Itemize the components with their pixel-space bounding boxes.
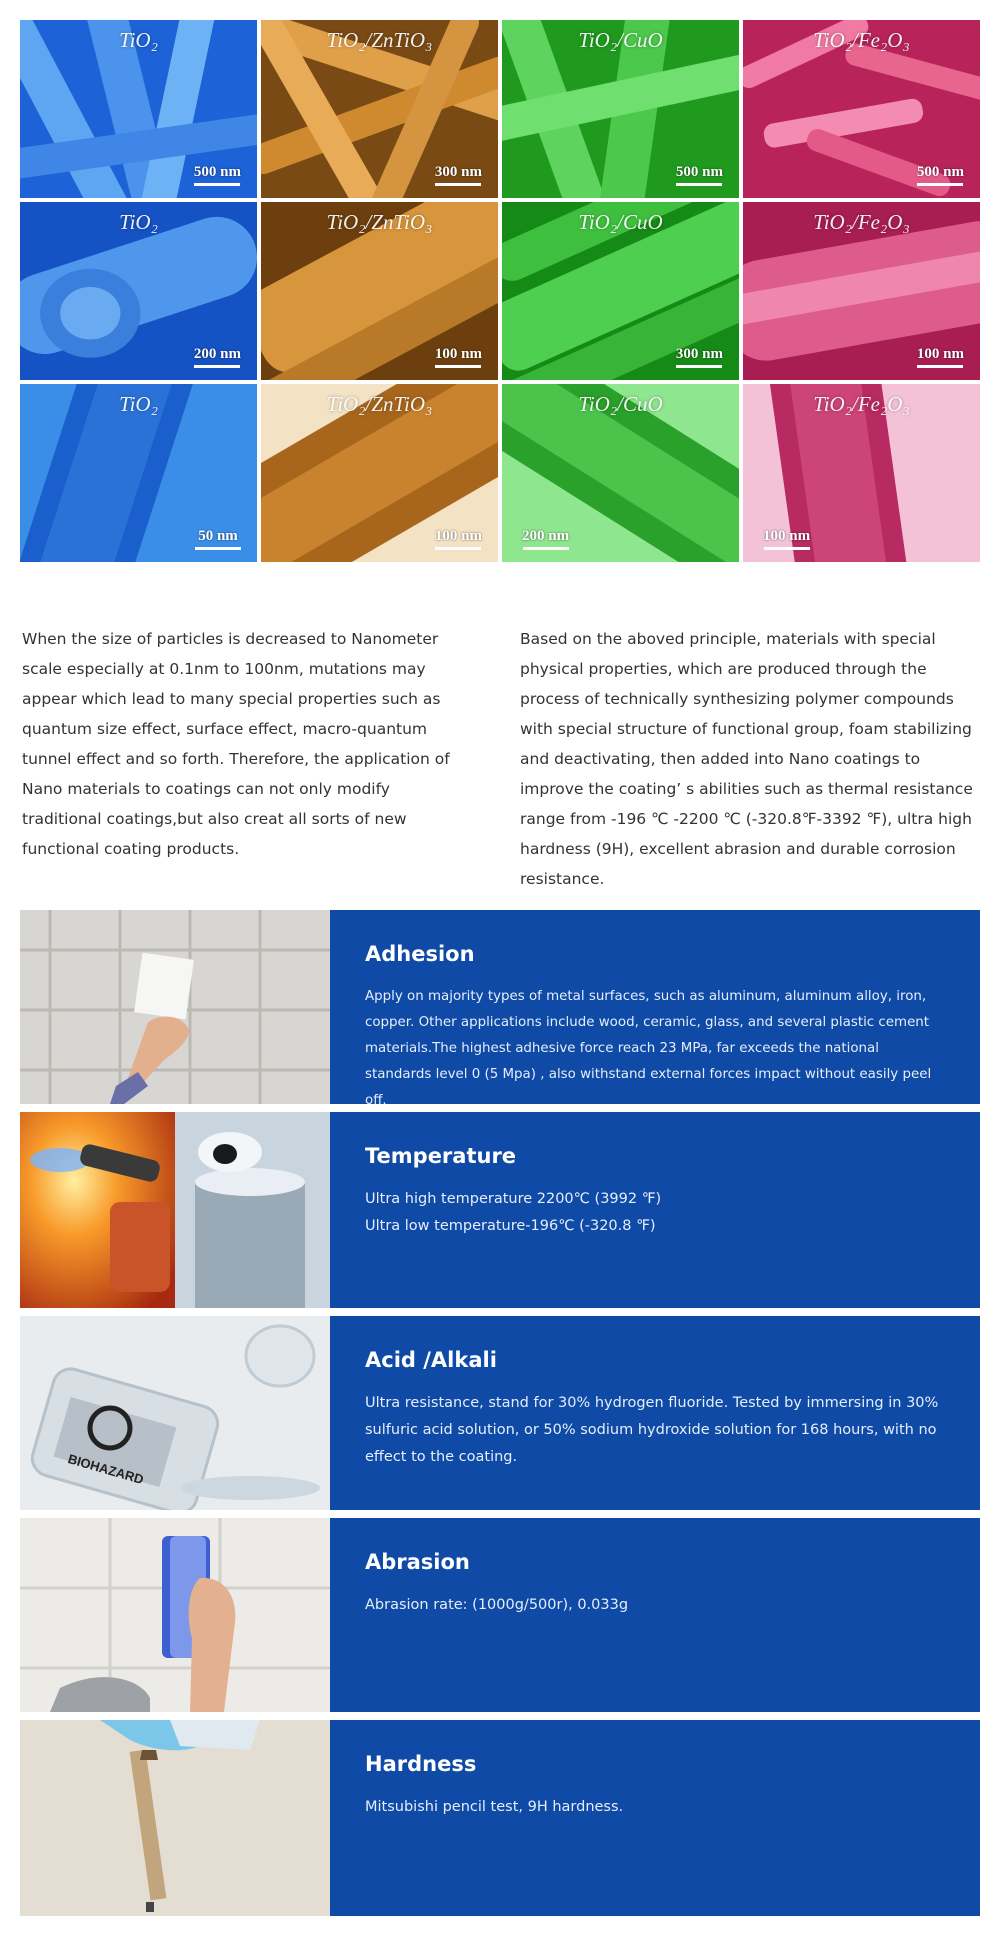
scale-bar: 100 nm	[917, 346, 964, 368]
micrograph-tio2-fe-row3	[743, 384, 980, 562]
scale-bar: 300 nm	[676, 346, 723, 368]
intro-text	[22, 624, 982, 894]
micrograph-tio2-cuo-row2	[502, 202, 739, 380]
micrograph-tio2-row3	[20, 384, 257, 562]
scale-bar: 100 nm	[435, 346, 482, 368]
micrograph-label: TiO₂	[119, 210, 158, 234]
scale-bar: 500 nm	[676, 164, 723, 186]
scale-bar: 500 nm	[194, 164, 241, 186]
scale-bar: 300 nm	[435, 164, 482, 186]
feature-hardness	[20, 1720, 980, 1916]
scale-bar: 200 nm	[522, 528, 569, 550]
feature-description: Mitsubishi pencil test, 9H hardness.	[365, 1799, 624, 1815]
abrasion-panel	[330, 1518, 980, 1712]
feature-title: Hardness	[365, 1752, 477, 1776]
micrograph-label: TiO₂/CuO	[578, 28, 663, 52]
feature-title: Temperature	[365, 1144, 517, 1168]
biohazard-text: BIOHAZARD	[66, 1451, 146, 1488]
acid-photo	[20, 1316, 330, 1510]
micrograph-tio2-fe-row2	[743, 202, 980, 380]
temperature-panel	[330, 1112, 980, 1308]
micrograph-grid	[20, 20, 980, 562]
micrograph-tio2-row1	[20, 20, 257, 198]
micrograph-label: TiO₂/Fe₂O₃	[813, 392, 910, 416]
micrograph-label: TiO₂	[119, 392, 158, 416]
acid-panel	[330, 1316, 980, 1510]
micrograph-label: TiO₂/Fe₂O₃	[813, 210, 910, 234]
micrograph-tio2-znti-row3	[261, 384, 498, 562]
micrograph-tio2-znti-row2	[261, 202, 498, 380]
feature-abrasion	[20, 1518, 980, 1712]
feature-temperature	[20, 1112, 980, 1308]
hardness-photo	[20, 1720, 330, 1916]
micrograph-label: TiO₂/ZnTiO₃	[326, 392, 433, 416]
scale-bar: 100 nm	[763, 528, 810, 550]
micrograph-label: TiO₂/ZnTiO₃	[326, 28, 433, 52]
feature-adhesion	[20, 910, 980, 1108]
feature-description: Abrasion rate: (1000g/500r), 0.033g	[365, 1597, 629, 1613]
feature-acid-alkali	[20, 1316, 980, 1510]
adhesion-panel	[330, 910, 980, 1108]
feature-title: Adhesion	[365, 942, 475, 966]
adhesion-photo	[20, 910, 330, 1104]
micrograph-label: TiO₂	[119, 28, 158, 52]
micrograph-label: TiO₂/CuO	[578, 392, 663, 416]
feature-title: Acid /Alkali	[365, 1348, 497, 1372]
scale-bar: 50 nm	[195, 528, 241, 550]
hardness-panel	[330, 1720, 980, 1916]
temperature-photo	[20, 1112, 330, 1308]
scale-bar: 200 nm	[194, 346, 241, 368]
feature-description: Ultra resistance, stand for 30% hydrogen fluoride. Tested by immersing in 30% sulfuric acid solution, or 50% sodium hydroxide solution for 168 hours, with no effect to the coating.	[365, 1395, 939, 1465]
feature-description: Apply on majority types of metal surfaces, such as aluminum, aluminum alloy, iron, copper. Other applications include wood, ceramic, glass, and several plastic cement materials.The highest adhesive force reach 23 MPa, far exceeds the national standards level 0 (5 Mpa) , also withstand external forces impact without easily peel off.	[365, 989, 932, 1108]
micrograph-tio2-fe-row1	[743, 20, 980, 198]
micrograph-tio2-cuo-row1	[502, 20, 739, 198]
micrograph-tio2-znti-row1	[261, 20, 498, 198]
scale-bar: 500 nm	[917, 164, 964, 186]
feature-title: Abrasion	[365, 1550, 470, 1574]
abrasion-photo	[20, 1518, 330, 1712]
feature-line-high: Ultra high temperature 2200℃ (3992 ℉)	[365, 1191, 662, 1207]
intro-right-paragraph: Based on the aboved principle, materials with special physical properties, which are produced through the process of technically synthesizing polymer compounds with special structure of functional group, foam stabilizing and deactivating, then added into Nano coatings to improve the coating’ s abilities such as thermal resistance range from -196 ℃ -2200 ℃ (-320.8℉-3392 ℉), ultra high hardness (9H), excellent abrasion and durable corrosion resistance.	[520, 630, 973, 888]
micrograph-tio2-row2	[20, 202, 257, 380]
feature-line-low: Ultra low temperature-196℃ (-320.8 ℉)	[365, 1218, 656, 1234]
feature-list	[20, 910, 980, 1924]
intro-left-paragraph: When the size of particles is decreased to Nanometer scale especially at 0.1nm to 100nm, mutations may appear which lead to many special properties such as quantum size effect, surface effect, macro-quantum tunnel effect and so forth. Therefore, the application of Nano materials to coatings can not only modify traditional coatings,but also creat all sorts of new functional coating products.	[22, 630, 450, 858]
scale-bar: 100 nm	[435, 528, 482, 550]
micrograph-label: TiO₂/ZnTiO₃	[326, 210, 433, 234]
micrograph-tio2-cuo-row3	[502, 384, 739, 562]
micrograph-label: TiO₂/Fe₂O₃	[813, 28, 910, 52]
micrograph-label: TiO₂/CuO	[578, 210, 663, 234]
